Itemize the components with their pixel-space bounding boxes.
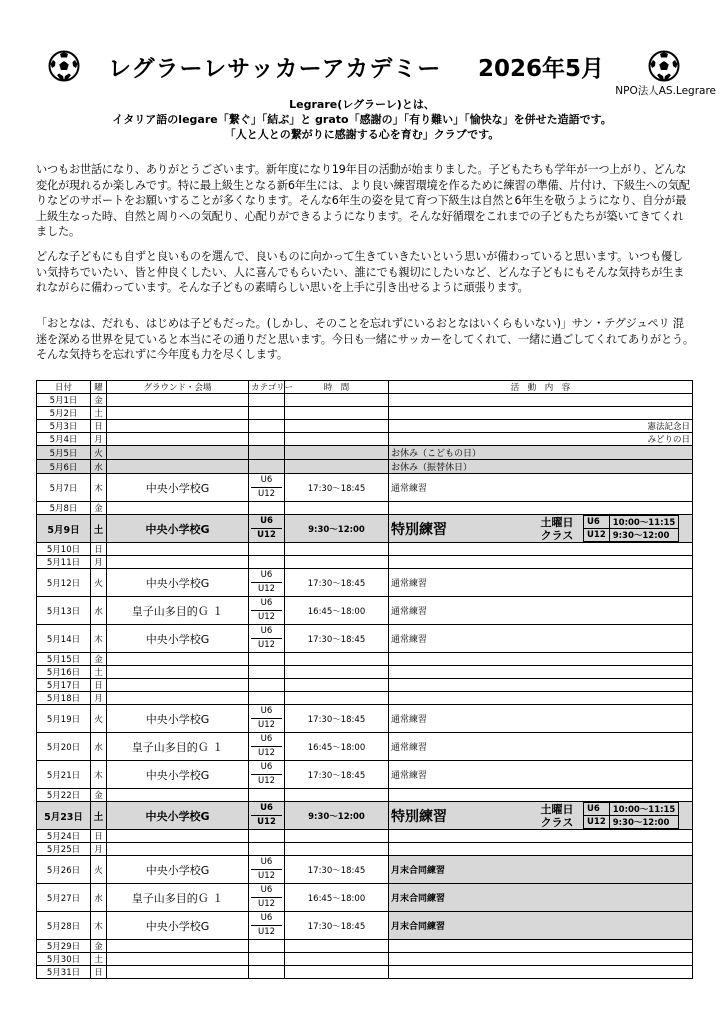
row-date: 5月12日 bbox=[37, 569, 91, 597]
row-dow: 土 bbox=[91, 953, 107, 966]
row-dow: 土 bbox=[91, 515, 107, 543]
table-row bbox=[37, 843, 693, 856]
category-label: U6 bbox=[260, 803, 273, 813]
saturday-class-label bbox=[531, 803, 583, 829]
row-dow: 水 bbox=[91, 460, 107, 474]
row-ground: 中央小学校G bbox=[107, 802, 249, 830]
row-date: 5月7日 bbox=[37, 474, 91, 502]
row-dow: 月 bbox=[91, 692, 107, 705]
row-date: 5月13日 bbox=[37, 597, 91, 625]
row-time: 17:30～18:45 bbox=[285, 569, 389, 597]
row-category bbox=[249, 843, 285, 856]
category-label: U12 bbox=[251, 869, 282, 883]
category-split bbox=[251, 569, 282, 596]
row-activity: 月末合同練習 bbox=[389, 856, 693, 884]
table-row bbox=[37, 515, 693, 543]
row-category bbox=[249, 761, 285, 789]
row-time bbox=[285, 966, 389, 979]
category-label: U12 bbox=[251, 815, 282, 829]
row-dow: 土 bbox=[91, 802, 107, 830]
row-ground bbox=[107, 407, 249, 420]
category-split bbox=[251, 597, 282, 624]
header-time: 時 間 bbox=[285, 381, 389, 394]
row-ground bbox=[107, 966, 249, 979]
row-ground: 中央小学校G bbox=[107, 912, 249, 940]
category-label: U6 bbox=[260, 762, 273, 772]
row-activity bbox=[389, 953, 693, 966]
row-ground bbox=[107, 953, 249, 966]
row-ground bbox=[107, 394, 249, 407]
row-category bbox=[249, 420, 285, 433]
row-time bbox=[285, 679, 389, 692]
row-category bbox=[249, 597, 285, 625]
row-ground: 中央小学校G bbox=[107, 856, 249, 884]
row-note: 憲法記念日 bbox=[389, 420, 693, 433]
row-category bbox=[249, 966, 285, 979]
org-name: NPO法人AS.Legrare bbox=[615, 85, 716, 97]
row-category bbox=[249, 625, 285, 653]
row-time bbox=[285, 692, 389, 705]
row-activity bbox=[389, 802, 693, 830]
special-activity bbox=[391, 802, 690, 829]
class-label: クラス bbox=[540, 815, 574, 829]
row-time: 17:30～18:45 bbox=[285, 761, 389, 789]
table-row bbox=[37, 569, 693, 597]
row-activity: 通常練習 bbox=[389, 569, 693, 597]
row-dow: 月 bbox=[91, 843, 107, 856]
row-category bbox=[249, 556, 285, 569]
row-time: 9:30～12:00 bbox=[285, 802, 389, 830]
row-time bbox=[285, 789, 389, 802]
row-time bbox=[285, 843, 389, 856]
category-label: U6 bbox=[260, 570, 273, 580]
row-dow: 木 bbox=[91, 474, 107, 502]
row-time bbox=[285, 460, 389, 474]
row-ground bbox=[107, 692, 249, 705]
row-note: みどりの日 bbox=[389, 433, 693, 446]
row-ground bbox=[107, 543, 249, 556]
category-label: U12 bbox=[251, 897, 282, 911]
row-ground: 中央小学校G bbox=[107, 705, 249, 733]
row-dow: 日 bbox=[91, 966, 107, 979]
row-ground bbox=[107, 666, 249, 679]
category-split bbox=[251, 856, 282, 883]
table-row bbox=[37, 543, 693, 556]
row-ground: 中央小学校G bbox=[107, 474, 249, 502]
saturday-label: 土曜日 bbox=[540, 515, 574, 529]
category-label: U12 bbox=[251, 774, 282, 788]
row-dow: 金 bbox=[91, 502, 107, 515]
row-time bbox=[285, 446, 389, 460]
row-dow: 日 bbox=[91, 420, 107, 433]
category-label: U6 bbox=[260, 598, 273, 608]
row-category bbox=[249, 884, 285, 912]
table-row bbox=[37, 733, 693, 761]
row-category bbox=[249, 460, 285, 474]
row-category bbox=[249, 856, 285, 884]
row-date: 5月5日 bbox=[37, 446, 91, 460]
row-dow: 月 bbox=[91, 556, 107, 569]
row-time: 9:30～12:00 bbox=[285, 515, 389, 543]
special-activity bbox=[391, 515, 690, 542]
table-header-row bbox=[37, 381, 693, 394]
category-label: U6 bbox=[260, 706, 273, 716]
row-activity: 通常練習 bbox=[389, 625, 693, 653]
row-date: 5月1日 bbox=[37, 394, 91, 407]
table-row bbox=[37, 446, 693, 460]
table-row bbox=[37, 705, 693, 733]
table-row bbox=[37, 940, 693, 953]
table-row bbox=[37, 666, 693, 679]
table-row bbox=[37, 653, 693, 666]
row-ground: 中央小学校G bbox=[107, 761, 249, 789]
row-activity bbox=[389, 515, 693, 543]
category-split bbox=[251, 912, 282, 939]
row-ground bbox=[107, 420, 249, 433]
row-time bbox=[285, 953, 389, 966]
row-category bbox=[249, 543, 285, 556]
category-split bbox=[251, 733, 282, 760]
row-dow: 月 bbox=[91, 433, 107, 446]
row-date: 5月14日 bbox=[37, 625, 91, 653]
row-category bbox=[249, 653, 285, 666]
message-paragraph: どんな子どもにも自ずと良いものを選んで、良いものに向かって生きていきたいという思いが備わっていると思います。いつも優しい気持ちでいたい、皆と仲良くしたい、人に喜んでもらいたい、誰にでも親切にしたいなど、どんな子どもにもそんな気持ちが生まれながらに備わっています。そんな子どもの素晴らしい思いを上手に引き出せるように頑張ります。 bbox=[36, 250, 685, 294]
row-category bbox=[249, 394, 285, 407]
row-dow: 火 bbox=[91, 856, 107, 884]
table-row bbox=[37, 912, 693, 940]
row-ground bbox=[107, 460, 249, 474]
class-label: クラス bbox=[540, 528, 574, 542]
saturday-class-row bbox=[584, 803, 679, 816]
row-dow: 木 bbox=[91, 761, 107, 789]
saturday-class-times bbox=[583, 802, 679, 829]
row-activity bbox=[389, 394, 693, 407]
row-activity bbox=[389, 692, 693, 705]
category-split bbox=[251, 884, 282, 911]
row-category bbox=[249, 679, 285, 692]
row-ground bbox=[107, 679, 249, 692]
table-row bbox=[37, 802, 693, 830]
row-category bbox=[249, 953, 285, 966]
category-split bbox=[251, 625, 282, 652]
row-activity bbox=[389, 653, 693, 666]
table-row bbox=[37, 420, 693, 433]
table-row bbox=[37, 679, 693, 692]
row-category bbox=[249, 502, 285, 515]
row-date: 5月10日 bbox=[37, 543, 91, 556]
row-category bbox=[249, 802, 285, 830]
header-activity: 活 動 内 容 bbox=[389, 381, 693, 394]
table-row bbox=[37, 856, 693, 884]
page-title: レグラーレサッカーアカデミー bbox=[108, 56, 442, 82]
row-date: 5月23日 bbox=[37, 802, 91, 830]
saturday-class-row bbox=[584, 516, 679, 529]
row-ground: 皇子山多目的Ｇ １ bbox=[107, 884, 249, 912]
row-date: 5月16日 bbox=[37, 666, 91, 679]
saturday-class-cell: 10:00～11:15 bbox=[609, 803, 679, 816]
row-category bbox=[249, 789, 285, 802]
category-split bbox=[251, 515, 282, 542]
row-ground bbox=[107, 433, 249, 446]
row-activity bbox=[389, 543, 693, 556]
row-date: 5月25日 bbox=[37, 843, 91, 856]
row-time: 16:45～18:00 bbox=[285, 884, 389, 912]
row-time: 17:30～18:45 bbox=[285, 856, 389, 884]
row-activity: お休み（こどもの日） bbox=[389, 446, 693, 460]
row-category bbox=[249, 692, 285, 705]
row-time bbox=[285, 653, 389, 666]
row-time bbox=[285, 407, 389, 420]
row-dow: 火 bbox=[91, 705, 107, 733]
row-category bbox=[249, 407, 285, 420]
row-dow: 土 bbox=[91, 666, 107, 679]
row-category bbox=[249, 705, 285, 733]
category-label: U12 bbox=[251, 718, 282, 732]
row-category bbox=[249, 474, 285, 502]
intro-line: 「人と人との繋がりに感謝する心を育む」クラブです。 bbox=[224, 128, 500, 141]
row-time: 17:30～18:45 bbox=[285, 912, 389, 940]
row-ground bbox=[107, 502, 249, 515]
row-activity bbox=[389, 407, 693, 420]
saturday-class-cell: U12 bbox=[584, 529, 610, 542]
header-date: 日付 bbox=[37, 381, 91, 394]
row-dow: 日 bbox=[91, 830, 107, 843]
row-dow: 金 bbox=[91, 653, 107, 666]
category-label: U12 bbox=[251, 638, 282, 652]
row-activity: 通常練習 bbox=[389, 705, 693, 733]
row-dow: 火 bbox=[91, 446, 107, 460]
row-time: 16:45～18:00 bbox=[285, 733, 389, 761]
intro-block bbox=[0, 97, 724, 142]
category-label: U12 bbox=[251, 610, 282, 624]
row-dow: 土 bbox=[91, 407, 107, 420]
saturday-class-cell: U12 bbox=[584, 816, 610, 829]
table-row bbox=[37, 692, 693, 705]
row-time: 16:45～18:00 bbox=[285, 597, 389, 625]
row-activity bbox=[389, 666, 693, 679]
row-dow: 金 bbox=[91, 789, 107, 802]
row-date: 5月18日 bbox=[37, 692, 91, 705]
row-date: 5月27日 bbox=[37, 884, 91, 912]
row-date: 5月2日 bbox=[37, 407, 91, 420]
intro-line: Legrare(レグラーレ)とは、 bbox=[289, 98, 435, 111]
row-ground bbox=[107, 446, 249, 460]
category-label: U6 bbox=[260, 857, 273, 867]
table-row bbox=[37, 502, 693, 515]
saturday-label: 土曜日 bbox=[540, 802, 574, 816]
row-date: 5月8日 bbox=[37, 502, 91, 515]
row-dow: 日 bbox=[91, 543, 107, 556]
row-category bbox=[249, 433, 285, 446]
table-row bbox=[37, 761, 693, 789]
category-label: U12 bbox=[251, 582, 282, 596]
row-date: 5月19日 bbox=[37, 705, 91, 733]
saturday-class-cell: U6 bbox=[584, 803, 610, 816]
row-date: 5月17日 bbox=[37, 679, 91, 692]
row-time: 17:30～18:45 bbox=[285, 625, 389, 653]
category-label: U6 bbox=[260, 913, 273, 923]
category-label: U6 bbox=[260, 516, 273, 526]
category-split bbox=[251, 802, 282, 829]
row-date: 5月6日 bbox=[37, 460, 91, 474]
row-ground: 皇子山多目的Ｇ １ bbox=[107, 597, 249, 625]
row-category bbox=[249, 446, 285, 460]
row-category bbox=[249, 569, 285, 597]
row-time bbox=[285, 666, 389, 679]
row-ground bbox=[107, 843, 249, 856]
row-ground bbox=[107, 940, 249, 953]
soccer-ball-icon bbox=[648, 50, 680, 82]
category-label: U6 bbox=[260, 475, 273, 485]
category-label: U12 bbox=[251, 487, 282, 501]
saturday-class-row bbox=[584, 816, 679, 829]
row-time bbox=[285, 502, 389, 515]
table-row bbox=[37, 460, 693, 474]
row-dow: 木 bbox=[91, 625, 107, 653]
category-label: U6 bbox=[260, 734, 273, 744]
row-date: 5月30日 bbox=[37, 953, 91, 966]
category-label: U6 bbox=[260, 626, 273, 636]
table-row bbox=[37, 597, 693, 625]
row-activity bbox=[389, 556, 693, 569]
row-ground bbox=[107, 789, 249, 802]
row-date: 5月31日 bbox=[37, 966, 91, 979]
saturday-class-cell: 10:00～11:15 bbox=[609, 516, 679, 529]
row-ground bbox=[107, 556, 249, 569]
row-dow: 日 bbox=[91, 679, 107, 692]
saturday-class-cell: 9:30～12:00 bbox=[609, 529, 679, 542]
header-dow: 曜 bbox=[91, 381, 107, 394]
row-date: 5月28日 bbox=[37, 912, 91, 940]
row-time bbox=[285, 556, 389, 569]
row-activity: 通常練習 bbox=[389, 597, 693, 625]
category-label: U12 bbox=[251, 925, 282, 939]
row-time bbox=[285, 543, 389, 556]
row-category bbox=[249, 733, 285, 761]
table-row bbox=[37, 966, 693, 979]
row-date: 5月29日 bbox=[37, 940, 91, 953]
category-split bbox=[251, 474, 282, 501]
row-date: 5月9日 bbox=[37, 515, 91, 543]
table-row bbox=[37, 433, 693, 446]
table-row bbox=[37, 884, 693, 912]
row-time: 17:30～18:45 bbox=[285, 705, 389, 733]
category-label: U6 bbox=[260, 885, 273, 895]
row-activity: 月末合同練習 bbox=[389, 884, 693, 912]
row-time bbox=[285, 394, 389, 407]
row-activity bbox=[389, 502, 693, 515]
row-time: 17:30～18:45 bbox=[285, 474, 389, 502]
table-row bbox=[37, 474, 693, 502]
row-dow: 木 bbox=[91, 912, 107, 940]
row-time bbox=[285, 940, 389, 953]
row-dow: 金 bbox=[91, 394, 107, 407]
schedule-table bbox=[36, 380, 693, 979]
table-row bbox=[37, 556, 693, 569]
row-category bbox=[249, 515, 285, 543]
row-date: 5月3日 bbox=[37, 420, 91, 433]
row-time bbox=[285, 830, 389, 843]
table-row bbox=[37, 830, 693, 843]
row-activity bbox=[389, 830, 693, 843]
activity-label: 特別練習 bbox=[391, 521, 447, 538]
row-activity: 月末合同練習 bbox=[389, 912, 693, 940]
category-split bbox=[251, 705, 282, 732]
saturday-class-row bbox=[584, 529, 679, 542]
row-category bbox=[249, 830, 285, 843]
row-category bbox=[249, 912, 285, 940]
saturday-class-cell: U6 bbox=[584, 516, 610, 529]
message-paragraph: 「おとなは、だれも、はじめは子どもだった。(しかし、そのことを忘れずにいるおとなはいくらもいない)」サン・テグジュペリ 混迷を深める世界を見ていると本当にその通りだと思います。今日も一緒にサッカーをしてくれて、一緒に過ごしてくれてありがとう。そんな気持ちを忘れずに今年度も力を尽くします。 bbox=[36, 317, 694, 361]
table-row bbox=[37, 953, 693, 966]
row-activity: 通常練習 bbox=[389, 474, 693, 502]
row-time bbox=[285, 433, 389, 446]
message-paragraph: いつもお世話になり、ありがとうございます。新年度になり19年目の活動が始まりました。子どもたちも学年が一つ上がり、どんな変化が現れるか楽しみです。特に最上級生となる新6年生には、より良い練習環境を作るために練習の準備、片付け、下級生への気配りなどのサポートをお願いすることが多くなります。そんな6年生の姿を見て育つ下級生は自然と6年生を敬うようになり、自分が最上級生なった時、自然と周りへの気配り、心配りができるようになります。そんな好循環をこれまでの子どもたちが築いてきてくれました。 bbox=[36, 163, 690, 238]
row-dow: 水 bbox=[91, 884, 107, 912]
row-date: 5月21日 bbox=[37, 761, 91, 789]
table-row bbox=[37, 407, 693, 420]
table-row bbox=[37, 394, 693, 407]
saturday-class-times bbox=[583, 515, 679, 542]
row-ground: 中央小学校G bbox=[107, 515, 249, 543]
row-ground bbox=[107, 830, 249, 843]
row-date: 5月15日 bbox=[37, 653, 91, 666]
page-month: 2026年5月 bbox=[478, 56, 605, 82]
saturday-class-cell: 9:30～12:00 bbox=[609, 816, 679, 829]
row-activity: 通常練習 bbox=[389, 761, 693, 789]
category-label: U12 bbox=[251, 528, 282, 542]
row-category bbox=[249, 940, 285, 953]
activity-label: 特別練習 bbox=[391, 808, 447, 825]
row-date: 5月22日 bbox=[37, 789, 91, 802]
row-date: 5月4日 bbox=[37, 433, 91, 446]
row-date: 5月26日 bbox=[37, 856, 91, 884]
row-date: 5月11日 bbox=[37, 556, 91, 569]
row-ground bbox=[107, 653, 249, 666]
row-dow: 水 bbox=[91, 733, 107, 761]
category-label: U12 bbox=[251, 746, 282, 760]
row-dow: 金 bbox=[91, 940, 107, 953]
table-row bbox=[37, 625, 693, 653]
row-ground: 中央小学校G bbox=[107, 569, 249, 597]
row-ground: 中央小学校G bbox=[107, 625, 249, 653]
row-activity bbox=[389, 966, 693, 979]
row-category bbox=[249, 666, 285, 679]
header-ground: グラウンド・会場 bbox=[107, 381, 249, 394]
intro-line: イタリア語のlegare「繋ぐ」「結ぶ」と grato「感謝の」「有り難い」「愉快な」を併せた造語です。 bbox=[112, 113, 612, 126]
header-category: カテゴリー bbox=[249, 381, 285, 394]
row-dow: 水 bbox=[91, 597, 107, 625]
category-split bbox=[251, 761, 282, 788]
row-activity: 通常練習 bbox=[389, 733, 693, 761]
row-activity bbox=[389, 940, 693, 953]
row-time bbox=[285, 420, 389, 433]
row-activity bbox=[389, 789, 693, 802]
row-date: 5月24日 bbox=[37, 830, 91, 843]
row-dow: 火 bbox=[91, 569, 107, 597]
row-activity bbox=[389, 843, 693, 856]
row-ground: 皇子山多目的Ｇ １ bbox=[107, 733, 249, 761]
row-activity: お休み（振替休日） bbox=[389, 460, 693, 474]
row-date: 5月20日 bbox=[37, 733, 91, 761]
saturday-class-label bbox=[531, 516, 583, 542]
table-row bbox=[37, 789, 693, 802]
row-activity bbox=[389, 679, 693, 692]
soccer-ball-icon bbox=[48, 50, 80, 82]
